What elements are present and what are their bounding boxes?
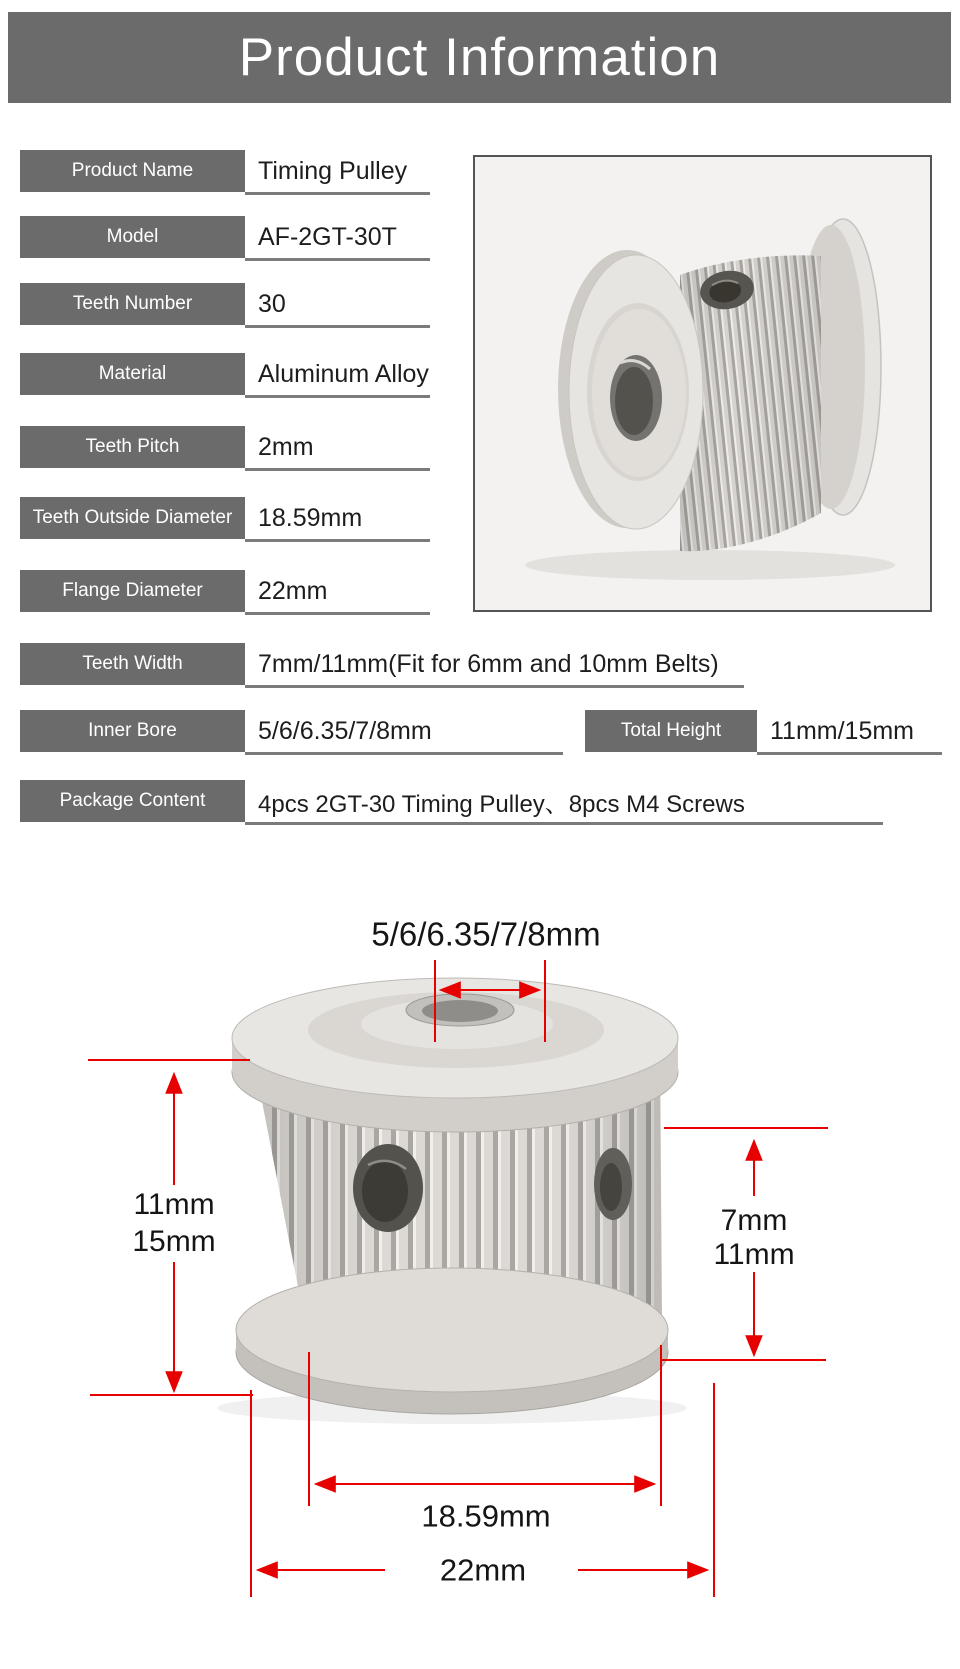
spec-label: Teeth Outside Diameter [32,507,233,528]
spec-value: Aluminum Alloy [258,359,429,388]
spec-label-box [20,150,245,192]
product-photo-frame [473,155,932,612]
divider [245,685,744,688]
divider [245,325,430,328]
spec-label-box [20,570,245,612]
spec-label-box [20,780,245,822]
divider [245,258,430,261]
divider [245,395,430,398]
spec-value: 30 [258,289,286,318]
spec-label: Teeth Pitch [85,436,180,457]
spec-label-box [20,216,245,258]
spec-value: 7mm/11mm(Fit for 6mm and 10mm Belts) [258,649,719,678]
spec-value-total-height: 11mm/15mm [770,716,915,745]
spec-label-box [20,710,245,752]
spec-label-box [20,643,245,685]
flange-dimension-label: 22mm [439,1552,527,1588]
teeth-od-dimension-label: 18.59mm [421,1498,551,1534]
spec-row-package-content [0,780,960,826]
spec-label: Flange Diameter [62,580,203,601]
spec-label: Inner Bore [88,720,177,741]
spec-row-teeth-width [0,643,960,689]
spec-label: Package Content [59,790,206,811]
spec-value: 18.59mm [258,503,363,532]
spec-label-box [20,283,245,325]
spec-label: Material [98,363,167,384]
divider [245,192,430,195]
total-height-label-line1: 11mm [133,1188,215,1221]
spec-value: 22mm [258,576,328,605]
divider [245,822,883,825]
spec-label: Teeth Number [72,293,193,314]
bore-dimension-label: 5/6/6.35/7/8mm [371,915,601,953]
spec-label: Product Name [71,160,194,181]
spec-value: 5/6/6.35/7/8mm [258,716,432,745]
spec-label-box [20,497,245,539]
spec-value: 2mm [258,432,314,461]
header-banner [8,12,951,103]
spec-label-box-total-height [585,710,757,752]
spec-value: Timing Pulley [258,156,408,185]
divider [245,612,430,615]
spec-label-box [20,353,245,395]
teeth-width-label-line1: 7mm [720,1204,788,1237]
diagram-pulley-drawing [217,978,687,1424]
page-title: Product Information [238,28,721,87]
spec-label: Teeth Width [82,653,183,674]
spec-row-inner-bore [0,710,960,756]
product-photo [475,157,930,610]
divider [245,468,430,471]
teeth-width-label-line2: 11mm [713,1238,795,1271]
dimension-diagram [0,850,960,1669]
total-height-label-line2: 15mm [132,1225,216,1258]
divider [245,539,430,542]
divider [245,752,563,755]
divider [757,752,942,755]
spec-label: Model [106,226,159,247]
spec-value: AF-2GT-30T [258,222,397,251]
spec-value: 4pcs 2GT-30 Timing Pulley、8pcs M4 Screws [258,790,745,818]
spec-label-box [20,426,245,468]
spec-label: Total Height [620,720,722,741]
